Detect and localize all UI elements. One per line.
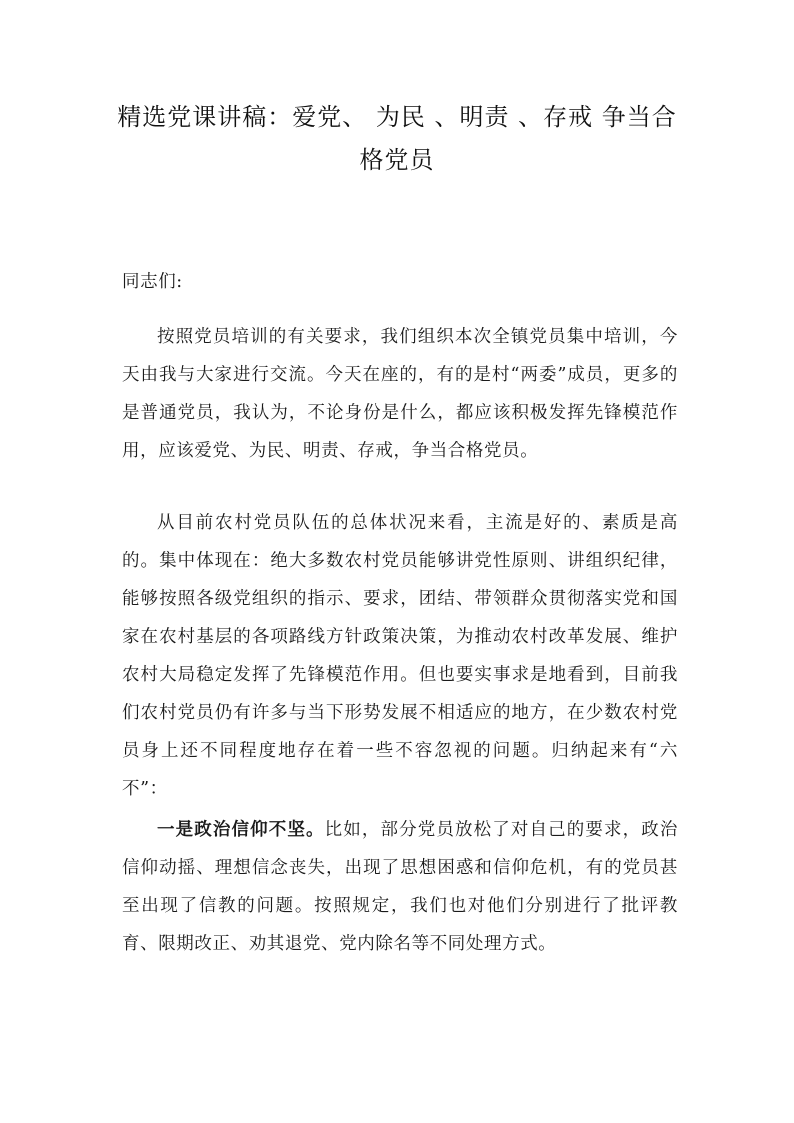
document-title: 精选党课讲稿：爱党、 为民 、明责 、存戒 争当合格党员 (117, 103, 677, 174)
paragraph-1-text: 按照党员培训的有关要求，我们组织本次全镇党员集中培训，今天由我与大家进行交流。今天在座的，有的是村“两委”成员，更多的是普通党员，我认为，不论身份是什么，都应该积极发挥先锋模范作用，应该爱党、为民、明责、存戒，争当合格党员。 (122, 327, 678, 461)
paragraph-2-text: 从目前农村党员队伍的总体状况来看，主流是好的、素质是高的。集中体现在：绝大多数农村党员能够讲党性原则、讲组织纪律，能够按照各级党组织的指示、要求，团结、带领群众贯彻落实党和国家在农村基层的各项路线方针政策决策，为推动农村改革发展、维护农村大局稳定发挥了先锋模范作用。但也要实事求是地看到，目前我们农村党员仍有许多与当下形势发展不相适应的地方，在少数农村党员身上还不同程度地存在着一些不容忽视的问题。归纳起来有“六不”： (122, 513, 678, 799)
paragraph-3-text: 比如，部分党员放松了对自己的要求，政治信仰动摇、理想信念丧失，出现了思想困惑和信仰危机，有的党员甚至出现了信教的问题。按照规定，我们也对他们分别进行了批评教育、限期改正、劝其退党、党内除名等不同处理方式。 (122, 820, 678, 954)
paragraph-2 (122, 504, 678, 808)
salutation: 同志们: (122, 272, 183, 292)
paragraph-1 (122, 318, 678, 470)
paragraph-3-lead: 一是政治信仰不坚。 (157, 820, 325, 840)
paragraph-3 (122, 811, 678, 963)
